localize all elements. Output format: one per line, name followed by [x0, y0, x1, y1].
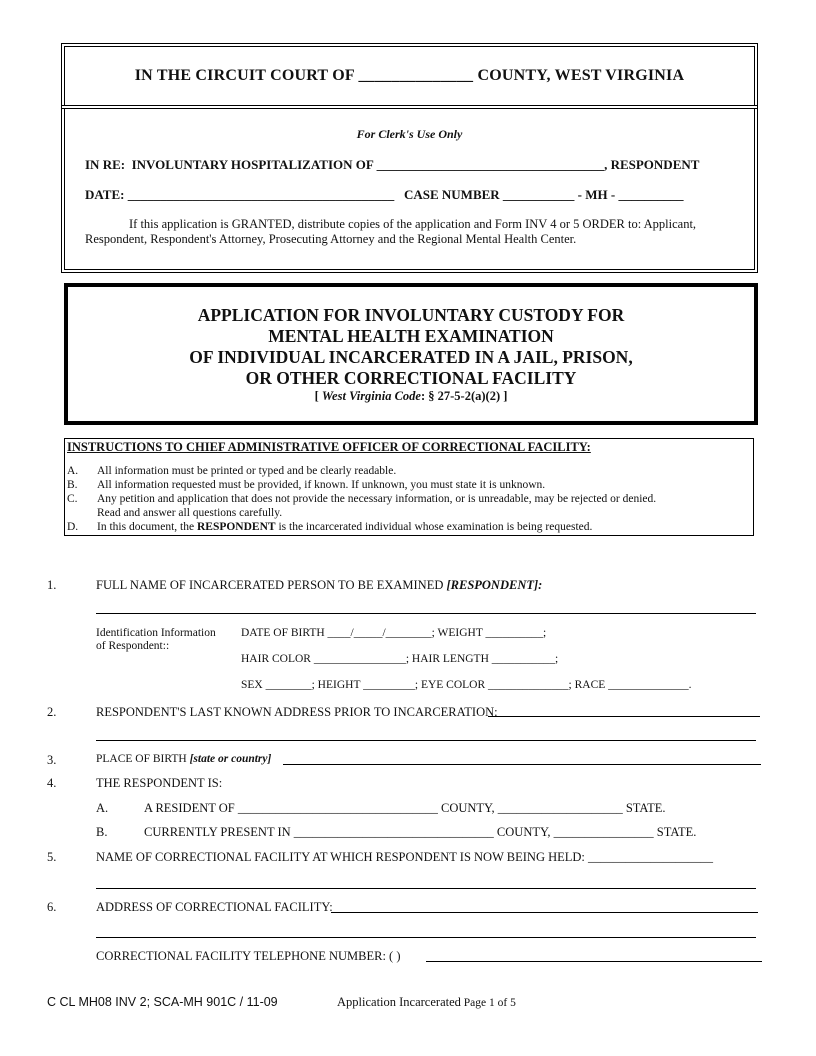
instruction-a [67, 465, 396, 477]
dob-weight-line[interactable]: DATE OF BIRTH ____/_____/________; WEIGHT __________; [241, 627, 547, 639]
form-identifier: C CL MH08 INV 2; SCA-MH 901C / 11-09 [47, 995, 278, 1009]
instruction-c-text: Any petition and application that does not provide the necessary information, or is unreadable, may be rejected or denied. [97, 493, 657, 505]
instruction-d-letter: D. [67, 521, 79, 533]
court-header-box [64, 46, 755, 106]
last-address-field-2[interactable] [96, 740, 756, 741]
item-5-question[interactable]: NAME OF CORRECTIONAL FACILITY AT WHICH RESPONDENT IS NOW BEING HELD: ____________________ [96, 850, 714, 864]
title-line-2: MENTAL HEALTH EXAMINATION [268, 326, 554, 346]
facility-address-field-1[interactable] [331, 912, 758, 913]
place-of-birth-field[interactable] [283, 764, 761, 765]
in-re-line[interactable]: IN RE: INVOLUNTARY HOSPITALIZATION OF ___________________________________, RESPONDENT [85, 157, 700, 172]
distribution-note [85, 217, 740, 247]
facility-address-field-2[interactable] [96, 937, 756, 938]
facility-phone-label: CORRECTIONAL FACILITY TELEPHONE NUMBER: ( ) [96, 949, 401, 963]
code-name: West Virginia Code [321, 389, 421, 403]
respondent-name-field[interactable] [96, 613, 756, 614]
item-5-number: 5. [47, 850, 57, 864]
item-3-number: 3. [47, 753, 57, 767]
item-4b-present[interactable]: CURRENTLY PRESENT IN ________________________________ COUNTY, ________________ STATE. [144, 825, 697, 839]
code-section: : § 27-5-2(a)(2) ] [420, 389, 508, 403]
instruction-b-letter: B. [67, 479, 78, 491]
title-line-3: OF INDIVIDUAL INCARCERATED IN A JAIL, PRISON, [189, 347, 633, 367]
item-1-number: 1. [47, 578, 57, 592]
item-1-text: FULL NAME OF INCARCERATED PERSON TO BE EXAMINED [96, 578, 447, 592]
instruction-b-text: All information requested must be provided, if known. If unknown, you must state it is unknown. [97, 479, 546, 491]
page-number: Page 1 of 5 [460, 997, 516, 1009]
item-1-emphasis: [RESPONDENT]: [446, 578, 543, 592]
clerk-use-label: For Clerk's Use Only [356, 127, 463, 141]
instruction-c-cont [67, 507, 282, 519]
instruction-d-pre: In this document, the [97, 521, 197, 533]
title-line-1: APPLICATION FOR INVOLUNTARY CUSTODY FOR [197, 305, 625, 325]
document-name: Application Incarcerated [337, 995, 461, 1009]
code-open: [ [314, 389, 322, 403]
id-info-label-1: Identification Information [96, 627, 216, 639]
sex-height-eye-race-line[interactable]: SEX ________; HEIGHT _________; EYE COLOR ______________; RACE ______________. [241, 679, 692, 691]
instruction-c [67, 493, 656, 505]
instructions-box [64, 438, 754, 536]
instruction-d-bold: RESPONDENT [196, 521, 276, 533]
id-info-label-2: of Respondent:: [96, 640, 170, 652]
instruction-a-text: All information must be printed or typed and be clearly readable. [97, 465, 397, 477]
item-1-question [96, 578, 542, 593]
instructions-heading: INSTRUCTIONS TO CHIEF ADMINISTRATIVE OFFICER OF CORRECTIONAL FACILITY: [67, 440, 591, 454]
instruction-d [67, 521, 592, 533]
instruction-c-letter: C. [67, 493, 78, 505]
item-4a-letter: A. [96, 801, 109, 815]
date-case-line[interactable]: DATE: _________________________________________ CASE NUMBER ___________ - MH - __________ [85, 187, 684, 202]
instruction-b [67, 479, 545, 491]
item-3-emphasis: [state or country] [189, 753, 272, 765]
item-3-question [96, 753, 271, 765]
application-title-box [64, 283, 758, 425]
instruction-d-post: is the incarcerated individual whose examination is being requested. [275, 521, 593, 533]
item-4-question: THE RESPONDENT IS: [96, 776, 223, 790]
item-6-question: ADDRESS OF CORRECTIONAL FACILITY: [96, 900, 333, 914]
item-4b-letter: B. [96, 825, 108, 839]
item-2-question: RESPONDENT'S LAST KNOWN ADDRESS PRIOR TO INCARCERATION: [96, 705, 498, 719]
distribution-note-text: If this application is GRANTED, distribute copies of the application and Form INV 4 or 5 ORDER to: Applicant, Respondent, Respondent's Attorney, Prosecuting Attorney and the Regional Mental Health Center. [85, 217, 697, 246]
instruction-c-text2: Read and answer all questions carefully. [97, 507, 283, 519]
court-title: IN THE CIRCUIT COURT OF ______________ COUNTY, WEST VIRGINIA [134, 67, 685, 84]
facility-phone-field[interactable] [426, 961, 762, 962]
last-address-field-1[interactable] [488, 716, 760, 717]
code-citation [68, 389, 754, 404]
page-indicator [337, 995, 516, 1010]
item-3-text: PLACE OF BIRTH [96, 753, 190, 765]
facility-name-field-2[interactable] [96, 888, 756, 889]
item-6-number: 6. [47, 900, 57, 914]
instruction-a-letter: A. [67, 465, 79, 477]
title-line-4: OR OTHER CORRECTIONAL FACILITY [245, 368, 577, 388]
item-2-number: 2. [47, 705, 57, 719]
item-4a-resident[interactable]: A RESIDENT OF ________________________________ COUNTY, ____________________ STATE. [144, 801, 666, 815]
clerk-use-box [64, 108, 755, 270]
item-4-number: 4. [47, 776, 57, 790]
hair-line[interactable]: HAIR COLOR ________________; HAIR LENGTH ___________; [241, 653, 559, 665]
